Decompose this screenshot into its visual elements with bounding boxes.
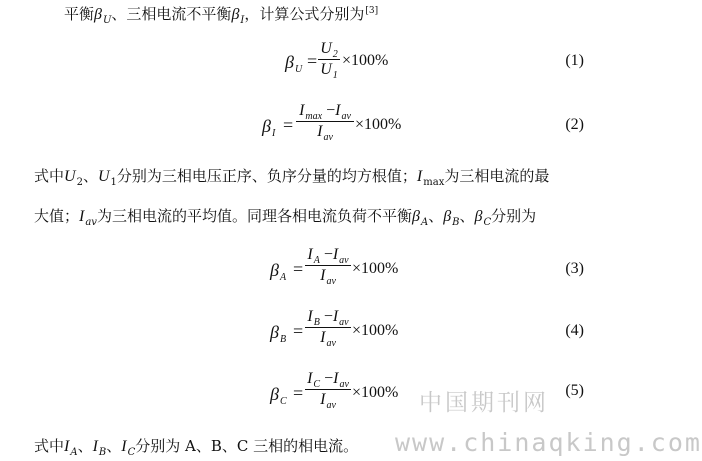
beta-u-subscript: U [102,15,112,26]
watermark-chinese: 中国期刊网 [419,390,549,416]
denominator: $I_{av}$ [317,123,333,143]
eq-lhs: $\beta_U$ [285,52,303,75]
text: 平衡 [64,5,95,23]
equals-sign: = [283,115,294,135]
beta-i-subscript: I [240,15,245,26]
times-100-percent: ×100% [352,384,399,401]
ic-symbol: I [121,438,127,455]
equals-sign: = [293,259,304,279]
denominator: $U_1$ [320,61,338,81]
beta-u-symbol: β [94,6,102,23]
intro-line [64,4,378,27]
fraction [305,370,351,409]
times-100-percent: ×100% [352,322,399,339]
imax-symbol: I [416,168,423,185]
numerator: $I_A -I_{av}$ [307,246,349,266]
equation-4 [0,306,646,356]
definition-line-2: 大值；$I_{av}$为三相电流的平均值。同理各相电流负荷不平衡$\beta_A$、$\beta_B$、$\beta_C$分别为 [34,207,537,228]
reference-marker: [3] [365,6,379,16]
u1-symbol: U [97,168,110,185]
definition-line-1: 式中$U_2$、$U_1$分别为三相电压正序、负序分量的均方根值；$I_{max}$为三相电流的最 [34,167,550,188]
beta-c-symbol: β [474,208,483,225]
iav-symbol: I [79,208,85,225]
fraction [305,308,351,347]
equation-number: (5) [565,382,584,399]
text: 、三相电流不平衡 [111,5,232,23]
equals-sign: = [307,51,318,71]
eq-lhs: $\beta_C$ [270,384,287,407]
numerator: $U_2$ [320,40,338,60]
beta-b-symbol: β [443,208,452,225]
ia-symbol: I [64,438,70,455]
equals-sign: = [293,321,304,341]
watermark-url: www.chinaqking.com [395,428,702,457]
fraction [296,102,354,141]
eq-lhs: $\beta_I$ [262,116,276,139]
equation-3 [0,244,646,294]
beta-i-symbol: β [231,6,240,23]
equation-1 [0,38,646,88]
equation-5 [0,368,646,418]
eq-lhs: $\beta_B$ [270,322,287,345]
times-100-percent: ×100% [342,52,389,69]
equation-number: (1) [565,52,584,69]
times-100-percent: ×100% [355,116,402,133]
numerator: $I_C -I_{av}$ [307,370,349,390]
numerator: $I_B -I_{av}$ [307,308,349,328]
numerator: $I_{max} -I_{av}$ [299,102,351,122]
beta-a-symbol: β [411,208,420,225]
denominator: $I_{av}$ [320,267,336,287]
equation-number: (4) [565,322,584,339]
text: ，计算公式分别为 [244,5,365,23]
denominator: $I_{av}$ [320,391,336,411]
equation-2 [0,100,646,150]
definition-line-3: 式中$I_A$、$I_B$、$I_C$分别为 A、B、C 三相的相电流。 [34,437,359,458]
eq-lhs: $\beta_A$ [270,260,287,283]
denominator: $I_{av}$ [320,329,336,349]
equation-number: (3) [565,260,584,277]
u2-symbol: U [64,168,76,185]
equals-sign: = [293,383,304,403]
equation-number: (2) [565,116,584,133]
times-100-percent: ×100% [352,260,399,277]
ib-symbol: I [92,438,98,455]
fraction [318,40,340,79]
fraction [305,246,351,285]
